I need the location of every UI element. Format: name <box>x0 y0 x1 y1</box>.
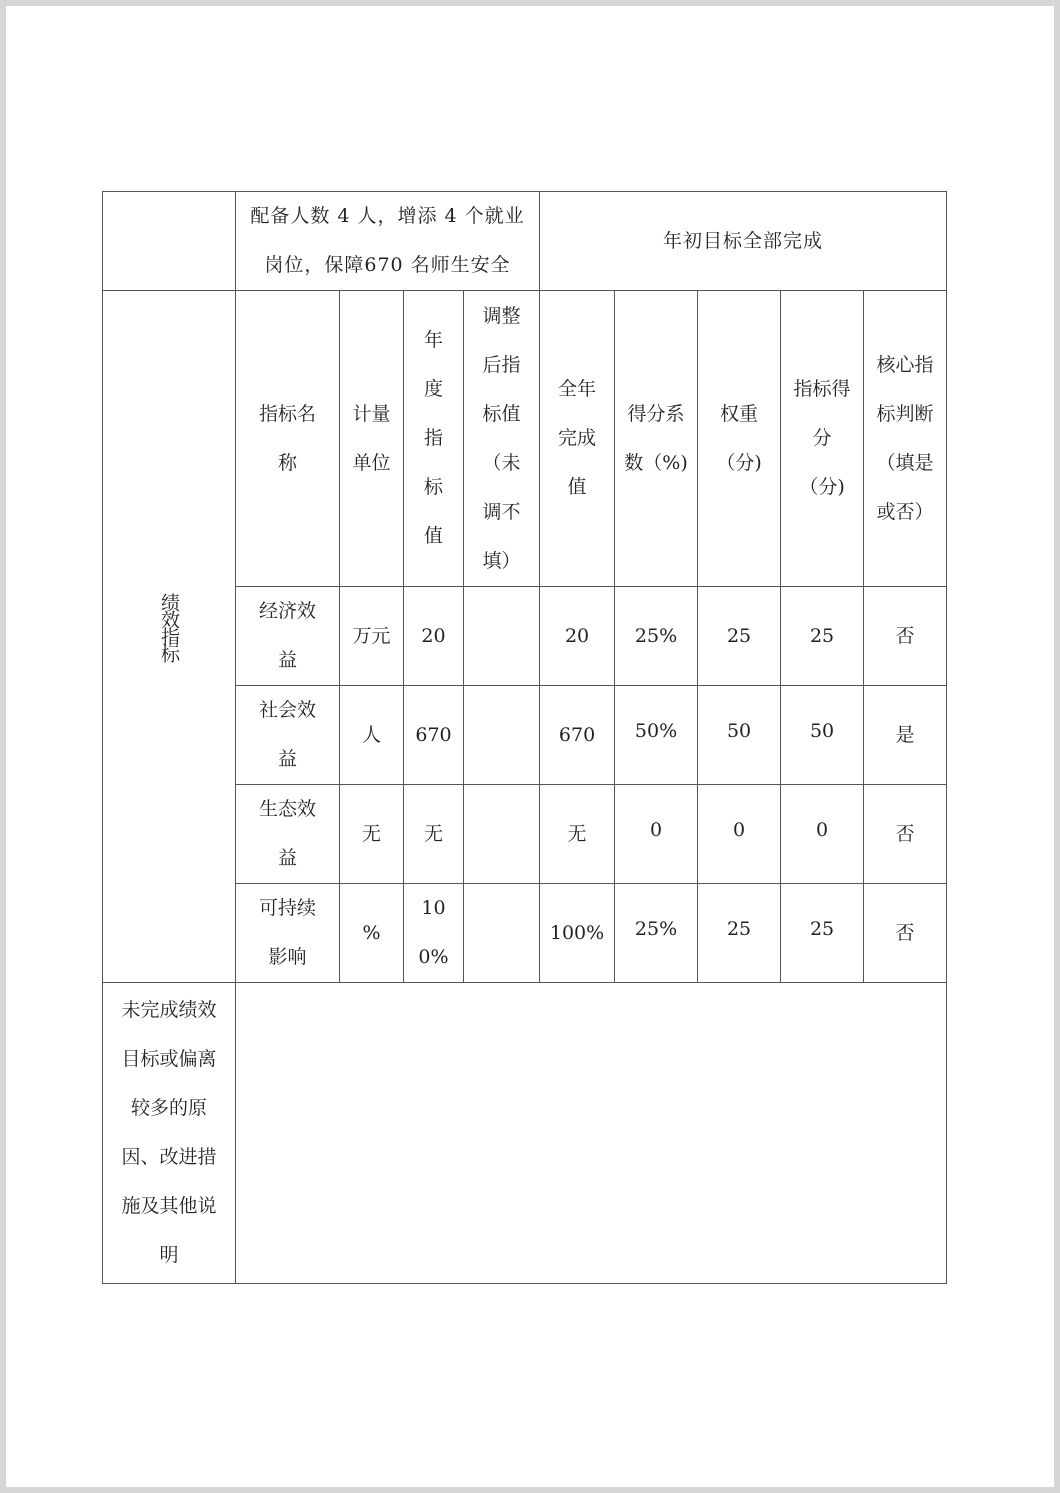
row-actual: 100% <box>540 884 615 983</box>
target-text: 配备人数 4 人，增添 4 个就业岗位，保障670 名师生安全 <box>250 205 525 276</box>
row-annual: 20 <box>404 587 464 686</box>
row-actual: 670 <box>540 686 615 785</box>
row-coef: 25% <box>615 587 698 686</box>
row-unit: 人 <box>340 686 404 785</box>
header-score: 指标得分（分) <box>781 291 864 587</box>
row-adjusted <box>464 884 540 983</box>
header-coef: 得分系数（%) <box>615 291 698 587</box>
row-core: 否 <box>864 884 947 983</box>
row-coef: 0 <box>615 785 698 884</box>
row-score: 25 <box>781 884 864 983</box>
row-annual: 100% <box>404 884 464 983</box>
row-actual: 20 <box>540 587 615 686</box>
header-actual: 全年完成值 <box>540 291 615 587</box>
row-score: 0 <box>781 785 864 884</box>
row-weight: 25 <box>698 587 781 686</box>
header-unit: 计量单位 <box>340 291 404 587</box>
header-core: 核心指标判断（填是或否） <box>864 291 947 587</box>
completion-text: 年初目标全部完成 <box>663 229 824 252</box>
row-weight: 0 <box>698 785 781 884</box>
row-score: 25 <box>781 587 864 686</box>
remarks-value-cell <box>236 983 947 1284</box>
row-core: 否 <box>864 587 947 686</box>
row-adjusted <box>464 785 540 884</box>
completion-cell <box>540 192 947 291</box>
row-weight: 25 <box>698 884 781 983</box>
remarks-row <box>103 983 947 1284</box>
row-adjusted <box>464 686 540 785</box>
top-left-empty-cell <box>103 192 236 291</box>
header-name: 指标名称 <box>236 291 340 587</box>
row-adjusted <box>464 587 540 686</box>
row-name: 生态效益 <box>236 785 340 884</box>
row-actual: 无 <box>540 785 615 884</box>
row-unit: 万元 <box>340 587 404 686</box>
row-coef: 25% <box>615 884 698 983</box>
header-weight: 权重（分) <box>698 291 781 587</box>
row-weight: 50 <box>698 686 781 785</box>
performance-table <box>102 191 947 1284</box>
target-row <box>103 192 947 291</box>
row-core: 是 <box>864 686 947 785</box>
row-annual: 670 <box>404 686 464 785</box>
row-unit: 无 <box>340 785 404 884</box>
section-label-cell <box>103 291 236 983</box>
row-annual: 无 <box>404 785 464 884</box>
row-core: 否 <box>864 785 947 884</box>
row-coef: 50% <box>615 686 698 785</box>
row-name: 社会效益 <box>236 686 340 785</box>
remarks-label: 未完成绩效目标或偏离较多的原因、改进措施及其他说明 <box>121 999 217 1266</box>
header-row <box>103 291 947 587</box>
header-adjusted: 调整后指标值（未调不填） <box>464 291 540 587</box>
target-cell <box>236 192 540 291</box>
header-annual: 年度指标值 <box>404 291 464 587</box>
remarks-label-cell <box>103 983 236 1284</box>
row-name: 可持续影响 <box>236 884 340 983</box>
section-label: 绩效指标 <box>158 593 180 661</box>
document-page <box>6 6 1054 1487</box>
row-score: 50 <box>781 686 864 785</box>
row-name: 经济效益 <box>236 587 340 686</box>
row-unit: % <box>340 884 404 983</box>
